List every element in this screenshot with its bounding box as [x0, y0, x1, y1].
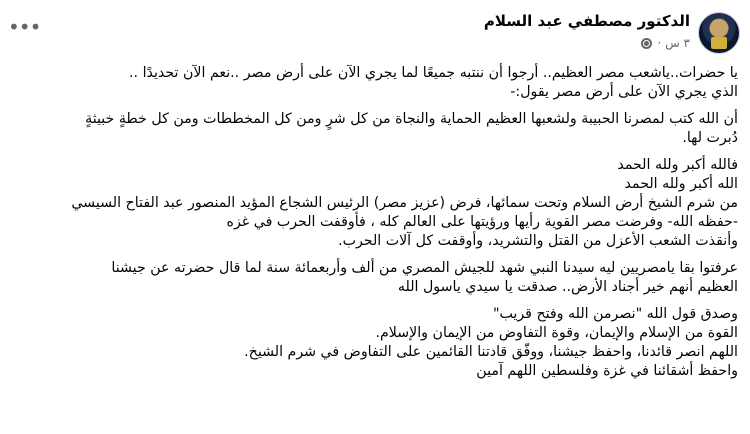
post-text-line: واحفظ أشقائنا في غزة وفلسطين اللهم آمين	[476, 363, 738, 379]
globe-icon[interactable]	[641, 38, 652, 49]
post-header	[0, 8, 750, 60]
more-horizontal-icon[interactable]: •••	[8, 15, 41, 39]
post-text-line: القوة من الإسلام والإيمان، وقوة التفاوض من الإيمان والإسلام.	[375, 325, 738, 341]
author-name[interactable]: الدكتور مصطفي عبد السلام	[483, 12, 690, 30]
post-text-line: -حفظه الله- وفرضت مصر القوية رأيها ورؤيتها على العالم كله ، فأوقفت الحرب في غزه	[226, 214, 738, 230]
post-text-line: الله أكبر ولله الحمد	[624, 176, 738, 192]
author-avatar[interactable]	[698, 12, 740, 54]
post-text-line: يا حضرات..ياشعب مصر العظيم.. أرجوا أن ننتبه جميعًا لما يجري الآن على أرض مصر ..نعم الآن تحديدًا ..	[129, 65, 738, 81]
post-body	[0, 64, 738, 381]
post-text-line: وصدق قول الله "نصرمن الله وفتح قريب"	[492, 306, 738, 322]
post-text-line: العظيم أنهم خير أجناد الأرض.. صدقت يا سيدي ياسول الله	[397, 279, 738, 295]
post-time[interactable]: ٣ س ·	[657, 36, 690, 50]
post-text-line: عرفتوا بقا يامصريين ليه سيدنا النبي شهد للجيش المصري من ألف وأربعمائة سنة لما قال حضرته عن جيشنا	[111, 260, 738, 276]
post-text-line: من شرم الشيخ أرض السلام وتحت سمائها، فرض (عزيز مصر) الرئيس الشجاع المؤيد المنصور عبد الفتاح السيسي	[71, 195, 738, 211]
post-text-line: اللهم انصر قائدنا، واحفظ جيشنا، ووفّق قادتنا القائمين على التفاوض في شرم الشيخ.	[244, 344, 738, 360]
avatar-emblem	[711, 37, 727, 49]
post-text-line: فالله أكبر ولله الحمد	[617, 157, 738, 173]
post-text-line: دُبرت لها.	[682, 130, 738, 146]
post-text-line: الذي يجري الآن على أرض مصر يقول:-	[510, 84, 738, 100]
post-meta	[641, 36, 690, 50]
post-text-line: وأنقذت الشعب الأعزل من القتل والتشريد، وأوقفت كل آلات الحرب.	[338, 233, 738, 249]
post-text-line: أن الله كتب لمصرنا الحبيبة ولشعبها العظيم الحماية والنجاة من كل شرٍ ومن كل المخططات ومن كل خطةٍ خبيثةٍ	[85, 111, 738, 127]
